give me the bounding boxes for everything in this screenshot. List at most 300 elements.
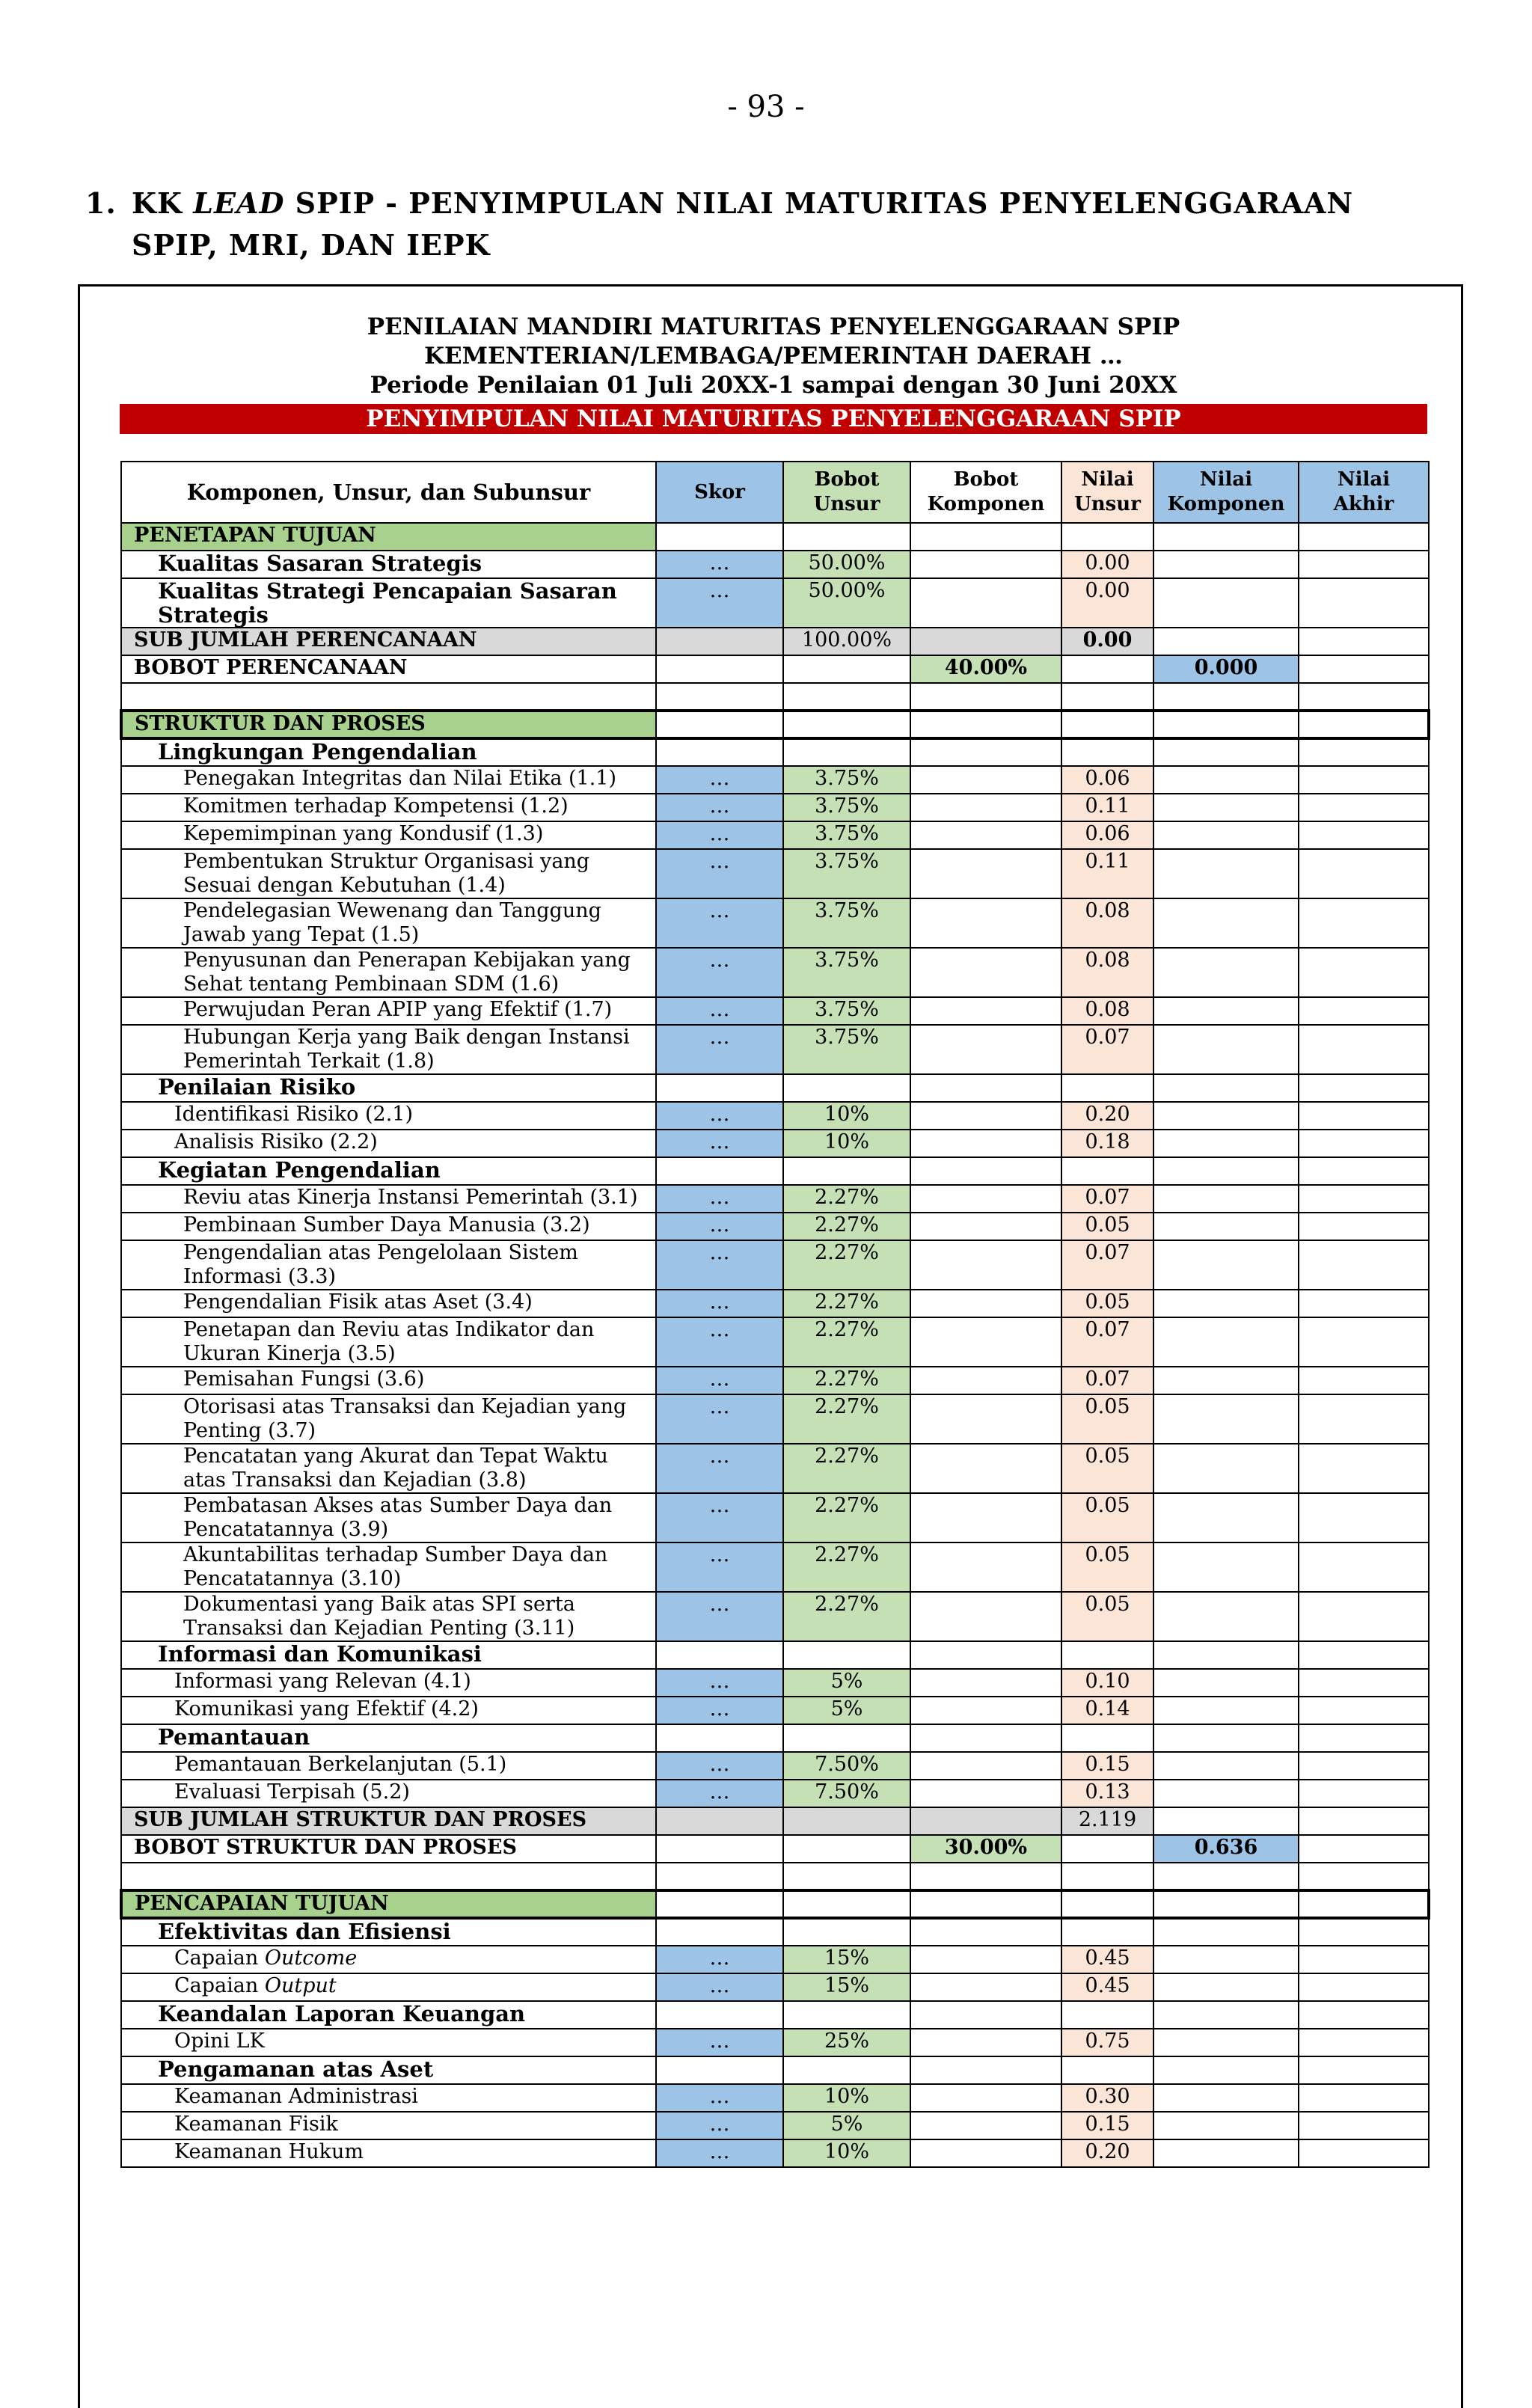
- skor-cell: …: [656, 1780, 783, 1807]
- skor-cell: …: [656, 578, 783, 628]
- heading-line1-italic: LEAD: [193, 186, 285, 220]
- empty-cell: [910, 1724, 1061, 1752]
- table-row: [121, 523, 1429, 551]
- empty-cell: [656, 1918, 783, 1946]
- row-label: [121, 1493, 656, 1542]
- nilai-unsur-cell: 0.00: [1061, 578, 1153, 628]
- bobot-komponen-cell: [910, 1752, 1061, 1780]
- row-label: Opini LK: [121, 2029, 656, 2056]
- nilai-komponen-cell: [1153, 1780, 1299, 1807]
- table-row: [121, 1367, 1429, 1394]
- skor-cell: [656, 1835, 783, 1863]
- nilai-akhir-cell: [1299, 766, 1429, 794]
- nilai-komponen-cell: [1153, 1592, 1299, 1641]
- table-row: [121, 738, 1429, 766]
- row-label: Informasi yang Relevan (4.1): [121, 1669, 656, 1697]
- empty-cell: [783, 2056, 910, 2084]
- row-label-line: Transaksi dan Kejadian Penting (3.11): [183, 1617, 575, 1640]
- nilai-akhir-cell: [1299, 1542, 1429, 1592]
- bobot-unsur-cell: 50.00%: [783, 578, 910, 628]
- nilai-komponen-cell: [1153, 1185, 1299, 1213]
- row-label: Reviu atas Kinerja Instansi Pemerintah (3.1): [121, 1185, 656, 1213]
- skor-cell: …: [656, 794, 783, 821]
- nilai-unsur-cell: 0.08: [1061, 898, 1153, 948]
- empty-cell: [656, 1863, 783, 1890]
- nilai-akhir-cell: [1299, 1697, 1429, 1724]
- empty-cell: [910, 1641, 1061, 1669]
- row-label: Informasi dan Komunikasi: [121, 1641, 656, 1669]
- nilai-unsur-cell: 0.07: [1061, 1240, 1153, 1290]
- empty-cell: [1061, 1918, 1153, 1946]
- skor-cell: …: [656, 1290, 783, 1317]
- empty-cell: [910, 738, 1061, 766]
- row-label-text: Capaian: [174, 1946, 265, 1970]
- empty-cell: [1061, 1863, 1153, 1890]
- empty-cell: [1153, 738, 1299, 766]
- nilai-unsur-cell: 0.07: [1061, 1025, 1153, 1074]
- bobot-komponen-cell: [910, 1542, 1061, 1592]
- nilai-komponen-cell: [1153, 1317, 1299, 1367]
- empty-cell: [1153, 1863, 1299, 1890]
- nilai-komponen-cell: [1153, 1542, 1299, 1592]
- nilai-akhir-cell: [1299, 849, 1429, 898]
- bobot-unsur-cell: 2.27%: [783, 1493, 910, 1542]
- nilai-unsur-cell: 0.05: [1061, 1542, 1153, 1592]
- nilai-unsur-cell: 0.45: [1061, 1973, 1153, 2001]
- nilai-akhir-cell: [1299, 1835, 1429, 1863]
- empty-cell: [1061, 1074, 1153, 1102]
- nilai-unsur-cell: 0.10: [1061, 1669, 1153, 1697]
- nilai-unsur-cell: 0.15: [1061, 1752, 1153, 1780]
- nilai-akhir-cell: [1299, 1102, 1429, 1130]
- empty-cell: [1153, 523, 1299, 551]
- nilai-komponen-cell: [1153, 1130, 1299, 1157]
- table-row: [121, 1394, 1429, 1444]
- empty-cell: [910, 523, 1061, 551]
- nilai-unsur-cell: 0.20: [1061, 1102, 1153, 1130]
- nilai-akhir-cell: [1299, 1807, 1429, 1835]
- empty-cell: [910, 1157, 1061, 1185]
- nilai-komponen-cell: [1153, 849, 1299, 898]
- empty-cell: [656, 1890, 783, 1918]
- bobot-unsur-cell: [783, 1807, 910, 1835]
- empty-cell: [910, 683, 1061, 711]
- col-bobot-komponen: Bobot Komponen: [910, 462, 1061, 523]
- row-label: Penegakan Integritas dan Nilai Etika (1.1): [121, 766, 656, 794]
- nilai-komponen-cell: [1153, 1213, 1299, 1240]
- bobot-komponen-cell: [910, 794, 1061, 821]
- nilai-unsur-cell: 0.07: [1061, 1185, 1153, 1213]
- bobot-unsur-cell: 2.27%: [783, 1542, 910, 1592]
- nilai-komponen-cell: [1153, 2084, 1299, 2112]
- skor-cell: …: [656, 1102, 783, 1130]
- row-label: Komitmen terhadap Kompetensi (1.2): [121, 794, 656, 821]
- row-label-line: atas Transaksi dan Kejadian (3.8): [183, 1468, 527, 1492]
- empty-cell: [910, 2001, 1061, 2029]
- skor-cell: …: [656, 1185, 783, 1213]
- bobot-komponen-cell: [910, 1697, 1061, 1724]
- empty-cell: [1299, 738, 1429, 766]
- row-label: [121, 1240, 656, 1290]
- row-label: Keamanan Hukum: [121, 2139, 656, 2167]
- nilai-unsur-cell: 0.06: [1061, 766, 1153, 794]
- nilai-akhir-cell: [1299, 1240, 1429, 1290]
- empty-cell: [656, 711, 783, 738]
- nilai-komponen-cell: [1153, 766, 1299, 794]
- nilai-akhir-cell: [1299, 2112, 1429, 2139]
- bobot-komponen-cell: [910, 1669, 1061, 1697]
- bobot-komponen-cell: [910, 1394, 1061, 1444]
- bobot-unsur-cell: 2.27%: [783, 1185, 910, 1213]
- bobot-komponen-cell: [910, 628, 1061, 655]
- bobot-unsur-cell: 7.50%: [783, 1780, 910, 1807]
- heading-number: 1.: [85, 186, 117, 220]
- table-row: [121, 1542, 1429, 1592]
- row-label-line: Informasi (3.3): [183, 1265, 336, 1288]
- row-label: [121, 898, 656, 948]
- nilai-unsur-cell: 0.06: [1061, 821, 1153, 849]
- row-label-line: Penyusunan dan Penerapan Kebijakan yang: [183, 949, 631, 972]
- table-row: [121, 794, 1429, 821]
- nilai-komponen-cell: [1153, 1697, 1299, 1724]
- skor-cell: …: [656, 2029, 783, 2056]
- nilai-akhir-cell: [1299, 1444, 1429, 1493]
- table-row: [121, 1780, 1429, 1807]
- nilai-akhir-cell: [1299, 948, 1429, 997]
- table-row: [121, 821, 1429, 849]
- bobot-unsur-cell: 2.27%: [783, 1592, 910, 1641]
- table-row: [121, 578, 1429, 628]
- table-header-row: [121, 462, 1429, 523]
- row-label-line: Hubungan Kerja yang Baik dengan Instansi: [183, 1026, 630, 1049]
- skor-cell: [656, 655, 783, 683]
- bobot-komponen-cell: 40.00%: [910, 655, 1061, 683]
- maturity-table: [120, 461, 1430, 2168]
- bobot-unsur-cell: 3.75%: [783, 821, 910, 849]
- bobot-unsur-cell: 2.27%: [783, 1213, 910, 1240]
- empty-cell: [656, 683, 783, 711]
- bobot-komponen-cell: [910, 821, 1061, 849]
- nilai-akhir-cell: [1299, 1317, 1429, 1367]
- skor-cell: …: [656, 1493, 783, 1542]
- page-number: - 93 -: [727, 90, 805, 124]
- bobot-komponen-cell: [910, 1973, 1061, 2001]
- bobot-unsur-cell: 100.00%: [783, 628, 910, 655]
- bobot-unsur-cell: 2.27%: [783, 1317, 910, 1367]
- row-label: [121, 1394, 656, 1444]
- heading-line2: SPIP, MRI, DAN IEPK: [132, 228, 491, 262]
- nilai-akhir-cell: [1299, 1213, 1429, 1240]
- empty-cell: [1299, 1863, 1429, 1890]
- empty-cell: [656, 2001, 783, 2029]
- col-komponen: Komponen, Unsur, dan Subunsur: [121, 462, 656, 523]
- nilai-unsur-cell: 0.08: [1061, 948, 1153, 997]
- table-row: [121, 1240, 1429, 1290]
- table-row: [121, 948, 1429, 997]
- bobot-komponen-cell: [910, 578, 1061, 628]
- bobot-unsur-cell: 15%: [783, 1946, 910, 1973]
- row-label-line: Pengendalian atas Pengelolaan Sistem: [183, 1241, 578, 1264]
- row-label: Kegiatan Pengendalian: [121, 1157, 656, 1185]
- bobot-komponen-cell: 30.00%: [910, 1835, 1061, 1863]
- bobot-komponen-cell: [910, 1185, 1061, 1213]
- row-label-italic: Output: [264, 1974, 337, 1997]
- table-row: [121, 2001, 1429, 2029]
- table-row: [121, 628, 1429, 655]
- row-label: Identifikasi Risiko (2.1): [121, 1102, 656, 1130]
- row-label-line: Pencatatan yang Akurat dan Tepat Waktu: [183, 1445, 608, 1468]
- nilai-komponen-cell: [1153, 578, 1299, 628]
- nilai-unsur-cell: 0.11: [1061, 794, 1153, 821]
- empty-cell: [1299, 2056, 1429, 2084]
- col-bobot-unsur: Bobot Unsur: [783, 462, 910, 523]
- bobot-unsur-cell: 2.27%: [783, 1367, 910, 1394]
- bobot-komponen-cell: [910, 2084, 1061, 2112]
- empty-cell: [656, 1724, 783, 1752]
- nilai-komponen-cell: [1153, 898, 1299, 948]
- nilai-komponen-cell: [1153, 997, 1299, 1025]
- bobot-komponen-cell: [910, 1444, 1061, 1493]
- skor-cell: …: [656, 766, 783, 794]
- nilai-unsur-cell: 0.05: [1061, 1444, 1153, 1493]
- row-label-line: Strategis: [158, 602, 269, 628]
- empty-cell: [783, 2001, 910, 2029]
- empty-cell: [1061, 1890, 1153, 1918]
- empty-cell: [910, 1918, 1061, 1946]
- table-row: [121, 1130, 1429, 1157]
- nilai-komponen-cell: [1153, 628, 1299, 655]
- nilai-unsur-cell: 0.30: [1061, 2084, 1153, 2112]
- table-row: [121, 1185, 1429, 1213]
- empty-cell: [783, 523, 910, 551]
- empty-cell: [1153, 2056, 1299, 2084]
- row-label-line: Pembatasan Akses atas Sumber Daya dan: [183, 1494, 613, 1517]
- nilai-akhir-cell: [1299, 794, 1429, 821]
- table-row: [121, 1724, 1429, 1752]
- nilai-komponen-cell: [1153, 948, 1299, 997]
- nilai-akhir-cell: [1299, 1025, 1429, 1074]
- row-label: Analisis Risiko (2.2): [121, 1130, 656, 1157]
- nilai-unsur-cell: 0.18: [1061, 1130, 1153, 1157]
- nilai-unsur-cell: 0.15: [1061, 2112, 1153, 2139]
- row-label: Keamanan Administrasi: [121, 2084, 656, 2112]
- nilai-komponen-cell: 0.636: [1153, 1835, 1299, 1863]
- col-nilai-akhir: Nilai Akhir: [1299, 462, 1429, 523]
- bobot-unsur-cell: 5%: [783, 2112, 910, 2139]
- skor-cell: …: [656, 1367, 783, 1394]
- row-label: [121, 1542, 656, 1592]
- nilai-akhir-cell: [1299, 1130, 1429, 1157]
- table-row: [121, 1157, 1429, 1185]
- empty-cell: [783, 1863, 910, 1890]
- nilai-unsur-cell: 0.05: [1061, 1213, 1153, 1240]
- nilai-unsur-cell: 2.119: [1061, 1807, 1153, 1835]
- row-label: Komunikasi yang Efektif (4.2): [121, 1697, 656, 1724]
- row-label-line: Dokumentasi yang Baik atas SPI serta: [183, 1593, 575, 1616]
- row-label-line: Pembentukan Struktur Organisasi yang: [183, 850, 590, 873]
- skor-cell: …: [656, 1946, 783, 1973]
- row-label: BOBOT PERENCANAAN: [121, 655, 656, 683]
- bobot-komponen-cell: [910, 766, 1061, 794]
- row-label: STRUKTUR DAN PROSES: [121, 711, 656, 738]
- empty-cell: [1061, 2056, 1153, 2084]
- table-row: [121, 655, 1429, 683]
- empty-cell: [1153, 1890, 1299, 1918]
- nilai-komponen-cell: [1153, 1669, 1299, 1697]
- row-label: Kualitas Sasaran Strategis: [121, 551, 656, 578]
- nilai-akhir-cell: [1299, 1394, 1429, 1444]
- empty-cell: [1153, 683, 1299, 711]
- nilai-akhir-cell: [1299, 1946, 1429, 1973]
- skor-cell: …: [656, 849, 783, 898]
- row-label: Evaluasi Terpisah (5.2): [121, 1780, 656, 1807]
- bobot-unsur-cell: 10%: [783, 2084, 910, 2112]
- row-label-text: Capaian: [174, 1974, 265, 1997]
- bobot-unsur-cell: 3.75%: [783, 898, 910, 948]
- row-label: [121, 1317, 656, 1367]
- bobot-komponen-cell: [910, 1807, 1061, 1835]
- skor-cell: …: [656, 997, 783, 1025]
- bobot-unsur-cell: 5%: [783, 1697, 910, 1724]
- col-skor: Skor: [656, 462, 783, 523]
- nilai-akhir-cell: [1299, 2029, 1429, 2056]
- nilai-komponen-cell: [1153, 1367, 1299, 1394]
- row-label: [121, 578, 656, 628]
- nilai-akhir-cell: [1299, 2139, 1429, 2167]
- nilai-komponen-cell: [1153, 551, 1299, 578]
- empty-cell: [910, 1890, 1061, 1918]
- row-label-line: Pendelegasian Wewenang dan Tanggung: [183, 899, 601, 922]
- empty-cell: [1153, 1918, 1299, 1946]
- col-nilai-komponen: Nilai Komponen: [1153, 462, 1299, 523]
- row-label-line: Pencatatannya (3.10): [183, 1567, 402, 1590]
- nilai-akhir-cell: [1299, 1973, 1429, 2001]
- nilai-akhir-cell: [1299, 2084, 1429, 2112]
- heading-line1-post: SPIP - PENYIMPULAN NILAI MATURITAS PENYELENGGARAAN: [284, 186, 1354, 220]
- skor-cell: …: [656, 1394, 783, 1444]
- empty-cell: [1061, 2001, 1153, 2029]
- document-header: [120, 313, 1427, 400]
- empty-cell: [1061, 711, 1153, 738]
- empty-cell: [783, 1074, 910, 1102]
- row-label: Perwujudan Peran APIP yang Efektif (1.7): [121, 997, 656, 1025]
- table-row: [121, 2056, 1429, 2084]
- nilai-akhir-cell: [1299, 1290, 1429, 1317]
- empty-cell: [783, 1641, 910, 1669]
- nilai-akhir-cell: [1299, 655, 1429, 683]
- table-row: [121, 2112, 1429, 2139]
- empty-cell: [910, 711, 1061, 738]
- table-row: [121, 1025, 1429, 1074]
- bobot-komponen-cell: [910, 849, 1061, 898]
- row-label-line: Pemerintah Terkait (1.8): [183, 1050, 435, 1073]
- nilai-komponen-cell: [1153, 1752, 1299, 1780]
- empty-cell: [1061, 1157, 1153, 1185]
- table-row: [121, 898, 1429, 948]
- table-row: [121, 1102, 1429, 1130]
- empty-cell: [783, 711, 910, 738]
- row-label: Pemantauan Berkelanjutan (5.1): [121, 1752, 656, 1780]
- skor-cell: …: [656, 2084, 783, 2112]
- row-label-line: Penting (3.7): [183, 1419, 316, 1442]
- nilai-akhir-cell: [1299, 1592, 1429, 1641]
- section-heading: [85, 183, 1357, 266]
- nilai-akhir-cell: [1299, 997, 1429, 1025]
- row-label-line: Jawab yang Tepat (1.5): [183, 923, 420, 946]
- row-label-line: Sesuai dengan Kebutuhan (1.4): [183, 874, 506, 897]
- row-label-line: Otorisasi atas Transaksi dan Kejadian yang: [183, 1395, 627, 1418]
- bobot-unsur-cell: 5%: [783, 1669, 910, 1697]
- bobot-komponen-cell: [910, 1946, 1061, 1973]
- bobot-komponen-cell: [910, 1290, 1061, 1317]
- bobot-unsur-cell: 3.75%: [783, 794, 910, 821]
- nilai-akhir-cell: [1299, 1780, 1429, 1807]
- skor-cell: …: [656, 1025, 783, 1074]
- table-row: [121, 1290, 1429, 1317]
- bobot-unsur-cell: 10%: [783, 1102, 910, 1130]
- skor-cell: …: [656, 1130, 783, 1157]
- skor-cell: …: [656, 898, 783, 948]
- nilai-komponen-cell: [1153, 1807, 1299, 1835]
- nilai-komponen-cell: [1153, 1102, 1299, 1130]
- nilai-komponen-cell: [1153, 2139, 1299, 2167]
- empty-cell: [1153, 1641, 1299, 1669]
- table-row: [121, 1890, 1429, 1918]
- row-label: [121, 1444, 656, 1493]
- empty-cell: [910, 2056, 1061, 2084]
- nilai-akhir-cell: [1299, 898, 1429, 948]
- nilai-unsur-cell: [1061, 655, 1153, 683]
- table-row: [121, 1669, 1429, 1697]
- nilai-akhir-cell: [1299, 1185, 1429, 1213]
- row-label: [121, 1592, 656, 1641]
- empty-cell: [1299, 1724, 1429, 1752]
- nilai-unsur-cell: 0.05: [1061, 1394, 1153, 1444]
- empty-cell: [1299, 2001, 1429, 2029]
- nilai-akhir-cell: [1299, 551, 1429, 578]
- bobot-komponen-cell: [910, 1317, 1061, 1367]
- bobot-komponen-cell: [910, 1367, 1061, 1394]
- bobot-unsur-cell: [783, 655, 910, 683]
- row-label: PENETAPAN TUJUAN: [121, 523, 656, 551]
- bobot-unsur-cell: 2.27%: [783, 1240, 910, 1290]
- empty-cell: [1061, 1641, 1153, 1669]
- nilai-komponen-cell: [1153, 794, 1299, 821]
- empty-cell: [656, 738, 783, 766]
- skor-cell: …: [656, 1542, 783, 1592]
- skor-cell: …: [656, 948, 783, 997]
- empty-cell: [783, 683, 910, 711]
- nilai-komponen-cell: [1153, 2029, 1299, 2056]
- bobot-unsur-cell: 3.75%: [783, 766, 910, 794]
- nilai-komponen-cell: [1153, 1025, 1299, 1074]
- table-row: [121, 711, 1429, 738]
- row-label-line: Akuntabilitas terhadap Sumber Daya dan: [183, 1543, 608, 1566]
- nilai-unsur-cell: 0.75: [1061, 2029, 1153, 2056]
- row-label: PENCAPAIAN TUJUAN: [121, 1890, 656, 1918]
- bobot-unsur-cell: 3.75%: [783, 1025, 910, 1074]
- nilai-komponen-cell: [1153, 1444, 1299, 1493]
- skor-cell: …: [656, 1240, 783, 1290]
- table-row: [121, 1493, 1429, 1542]
- nilai-unsur-cell: 0.00: [1061, 551, 1153, 578]
- bobot-komponen-cell: [910, 1102, 1061, 1130]
- bobot-unsur-cell: 15%: [783, 1973, 910, 2001]
- nilai-komponen-cell: [1153, 1290, 1299, 1317]
- row-label-line: Sehat tentang Pembinaan SDM (1.6): [183, 972, 560, 996]
- bobot-unsur-cell: 25%: [783, 2029, 910, 2056]
- table-row: [121, 1074, 1429, 1102]
